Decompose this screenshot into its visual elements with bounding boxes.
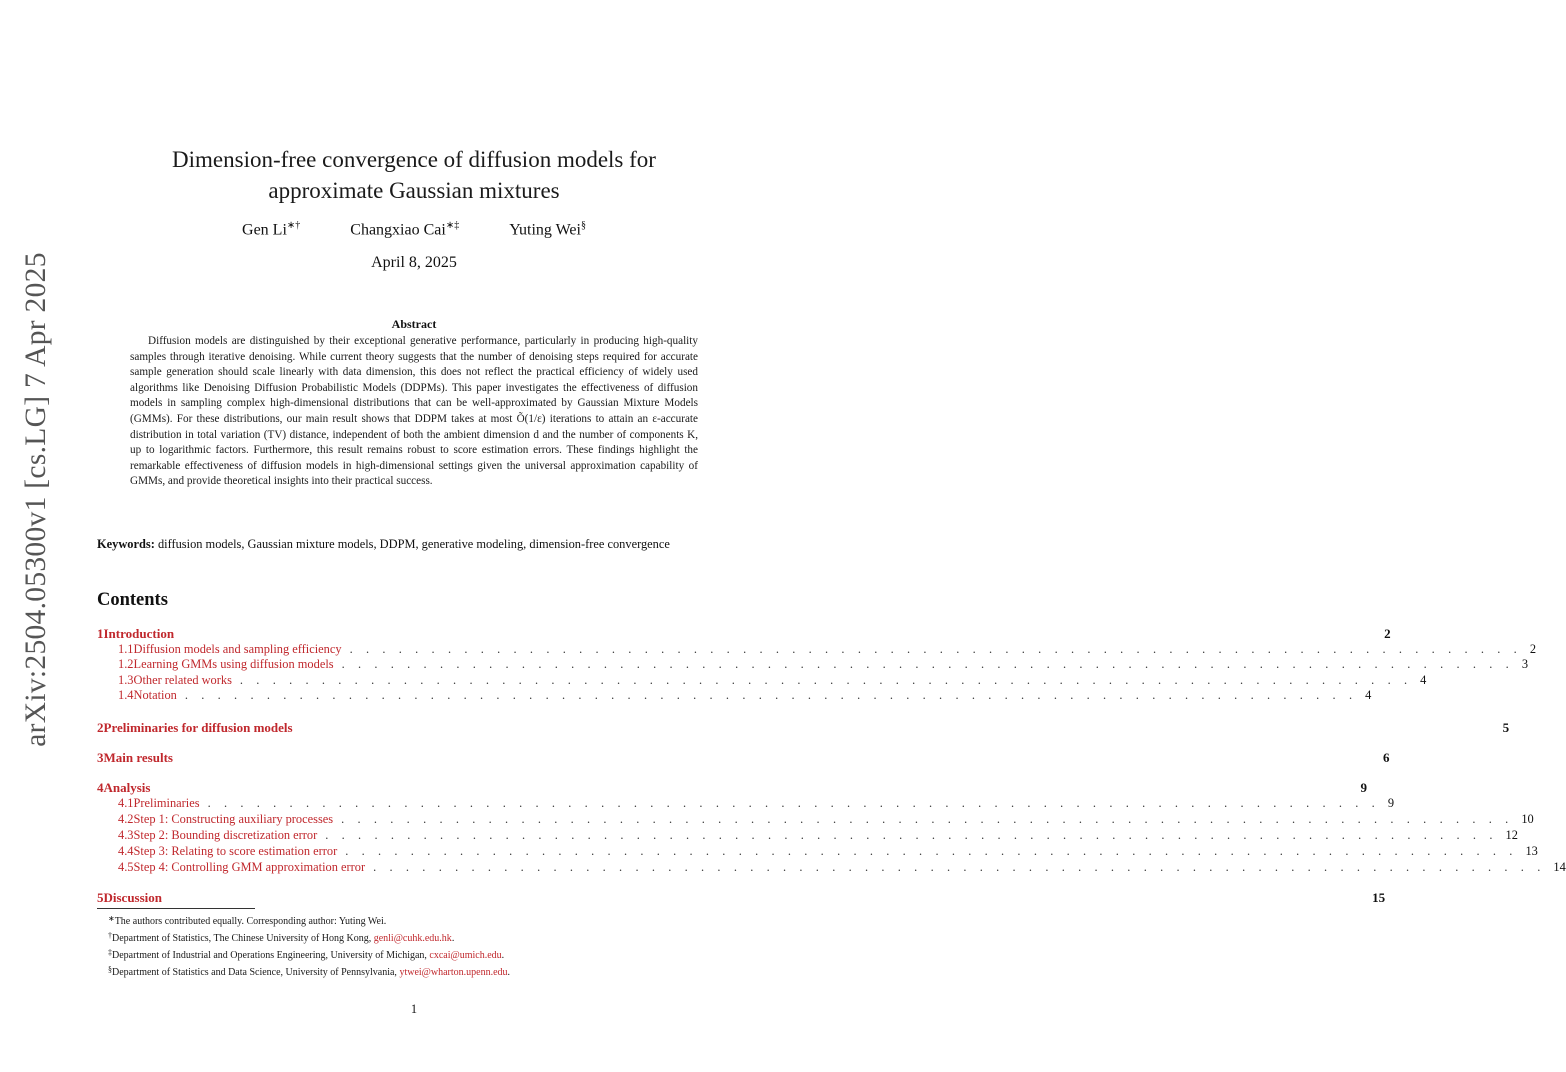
contents-heading: Contents (97, 590, 168, 610)
toc-entry-link[interactable]: Other related works (133, 673, 232, 687)
toc-dot-leader: . . . . . . . . . . . . . . . . . . . . . . . . . . . . . . . . . . . . . . . . . . . . . . . . . . . . . . . . . . . . . . . . . . . . . . . . (207, 796, 1380, 810)
toc-subsection-entry[interactable] (97, 812, 1534, 827)
title-line-2: approximate Gaussian mixtures (268, 178, 560, 203)
footnotes (108, 912, 728, 980)
footnote (108, 912, 728, 929)
footnote-tail: . (501, 950, 505, 961)
toc-entry-link[interactable]: Step 4: Controlling GMM approximation error (133, 860, 366, 874)
toc-subsection-entry[interactable] (97, 688, 1372, 703)
keywords (97, 536, 733, 553)
toc-subsection-entry[interactable] (97, 844, 1538, 859)
toc-subsection-entry[interactable] (97, 860, 1566, 875)
toc-subsection-entry[interactable] (97, 828, 1518, 843)
toc-section-entry[interactable] (97, 720, 1510, 736)
toc-entry-page[interactable]: 12 (1505, 828, 1518, 842)
footnote-tail: . (507, 967, 511, 978)
author-marks: ∗‡ (445, 220, 460, 231)
toc-entry-page[interactable]: 6 (1383, 750, 1390, 765)
toc-entry-link[interactable]: Analysis (103, 780, 151, 795)
footnote-mark: § (108, 965, 112, 974)
footnote (108, 929, 728, 946)
arxiv-stamp-text: arXiv:2504.05300v1 [cs.LG] 7 Apr 2025 (19, 251, 52, 747)
toc-entry-link[interactable]: Step 2: Bounding discretization error (133, 828, 318, 842)
toc-entry-page[interactable]: 10 (1521, 812, 1534, 826)
toc-entry-link[interactable]: Step 3: Relating to score estimation error (133, 844, 338, 858)
toc-entry-number[interactable]: 1.3 (118, 673, 134, 687)
toc-entry-page[interactable]: 13 (1525, 844, 1538, 858)
abstract-text: Diffusion models are distinguished by their exceptional generative performance, particularly in producing high-quality samples through iterative denoising. While current theory suggests that the number of denoising steps required for accurate sample generation should scale linearly with data dimension, this does not reflect the practical efficiency of widely used algorithms like Denoising Diffusion Probabilistic Models (DDPMs). This paper investigates the effectiveness of diffusion models in sampling complex high-dimensional distributions that can be well-approximated by Gaussian Mixture Models (GMMs). For these distributions, our main result shows that DDPM takes at most Õ(1/ε) iterations to attain an ε-accurate distribution in total variation (TV) distance, independent of both the ambient dimension d and the number of components K, up to logarithmic factors. Furthermore, this result remains robust to score estimation errors. These findings highlight the remarkable effectiveness of diffusion models in high-dimensional settings given the universal approximation capability of GMMs, and provide theoretical insights into their practical success. (130, 335, 698, 488)
toc-subsection-entry[interactable] (97, 673, 1427, 688)
toc-section-entry[interactable] (97, 890, 1386, 906)
author-name: Changxiao Cai (350, 221, 446, 239)
toc-entry-link[interactable]: Discussion (103, 890, 163, 905)
toc-entry-page[interactable]: 14 (1553, 860, 1566, 874)
keywords-text: diffusion models, Gaussian mixture models, DDPM, generative modeling, dimension-free convergence (157, 537, 670, 551)
toc-entry-number[interactable]: 5 (97, 890, 104, 905)
footnote-tail: . (451, 933, 455, 944)
page-number: 1 (410, 1002, 418, 1016)
toc-entry-page[interactable]: 2 (1529, 642, 1537, 656)
toc-dot-leader: . . . . . . . . . . . . . . . . . . . . . . . . . . . . . . . . . . . . . . . . . . . . . . . . . . . . . . . . . . . . . . . . . . . . . . . . (325, 828, 1498, 842)
paper-title (97, 144, 731, 206)
toc-entry-page[interactable]: 4 (1365, 688, 1372, 702)
footnote-mark: ∗ (108, 914, 115, 923)
paper-date: April 8, 2025 (371, 254, 457, 271)
toc-entry-page[interactable]: 3 (1521, 657, 1529, 671)
author-list (97, 220, 731, 239)
footnote-email-link[interactable]: ytwei@wharton.upenn.edu (399, 967, 508, 978)
toc-dot-leader: . . . . . . . . . . . . . . . . . . . . . . . . . . . . . . . . . . . . . . . . . . . . . . . . . . . . . . . . . . . . . . . . . . . . . . . . (184, 688, 1358, 702)
toc-dot-leader: . . . . . . . . . . . . . . . . . . . . . . . . . . . . . . . . . . . . . . . . . . . . . . . . . . . . . . . . . . . . . . . . . . . . . . . . (345, 844, 1518, 858)
toc-entry-link[interactable]: Preliminaries for diffusion models (103, 720, 293, 735)
toc-entry-page[interactable]: 9 (1387, 796, 1395, 810)
toc-subsection-entry[interactable] (97, 796, 1395, 811)
toc-entry-number[interactable]: 4.3 (118, 828, 134, 842)
toc-entry-page[interactable]: 2 (1384, 626, 1391, 641)
footnote-email-link[interactable]: genli@cuhk.edu.hk (373, 933, 452, 944)
toc-entry-page[interactable]: 9 (1360, 780, 1368, 795)
toc-entry-number[interactable]: 4.1 (118, 796, 134, 810)
toc-subsection-entry[interactable] (97, 657, 1529, 672)
toc-entry-number[interactable]: 4.4 (118, 844, 134, 858)
toc-entry-link[interactable]: Main results (103, 750, 173, 765)
arxiv-stamp (19, 251, 52, 747)
footnote-email-link[interactable]: cxcai@umich.edu (429, 950, 502, 961)
toc-entry-link[interactable]: Introduction (103, 626, 175, 641)
toc-entry-number[interactable]: 1 (97, 626, 104, 641)
footnote-text: Department of Industrial and Operations Engineering, University of Michigan, (112, 950, 430, 961)
footnote-mark: ‡ (108, 948, 112, 957)
toc-entry-number[interactable]: 3 (97, 750, 104, 765)
abstract-heading: Abstract (391, 317, 437, 331)
keywords-label: Keywords: (97, 537, 155, 551)
author-name: Yuting Wei (509, 221, 581, 239)
author (509, 220, 586, 239)
toc-entry-page[interactable]: 5 (1502, 720, 1510, 735)
footnote-text: Department of Statistics and Data Science, University of Pennsylvania, (112, 967, 400, 978)
toc-dot-leader: . . . . . . . . . . . . . . . . . . . . . . . . . . . . . . . . . . . . . . . . . . . . . . . . . . . . . . . . . . . . . . . . . . . . . . . . (239, 673, 1413, 687)
toc-entry-page[interactable]: 15 (1372, 890, 1386, 905)
toc-dot-leader: . . . . . . . . . . . . . . . . . . . . . . . . . . . . . . . . . . . . . . . . . . . . . . . . . . . . . . . . . . . . . . . . . . . . . . . . (373, 860, 1546, 874)
author (242, 220, 300, 239)
footnote-mark: † (108, 931, 112, 940)
toc-entry-number[interactable]: 1.2 (118, 657, 134, 671)
author-name: Gen Li (242, 221, 287, 239)
toc-section-entry[interactable] (97, 750, 1390, 766)
toc-section-entry[interactable] (97, 780, 1368, 796)
toc-entry-number[interactable]: 4 (97, 780, 104, 795)
toc-entry-link[interactable]: Step 1: Constructing auxiliary processes (133, 812, 334, 826)
toc-entry-link[interactable]: Preliminaries (133, 796, 200, 810)
footnote (108, 963, 728, 980)
footnote-text: The authors contributed equally. Corresponding author: Yuting Wei. (114, 916, 387, 927)
toc-entry-number[interactable]: 1.1 (118, 642, 134, 656)
toc-entry-link[interactable]: Learning GMMs using diffusion models (133, 657, 334, 671)
title-line-1: Dimension-free convergence of diffusion models for (172, 147, 656, 172)
toc-entry-number[interactable]: 1.4 (118, 688, 134, 702)
toc-entry-page[interactable]: 4 (1420, 673, 1427, 687)
author (350, 220, 459, 239)
toc-dot-leader: . . . . . . . . . . . . . . . . . . . . . . . . . . . . . . . . . . . . . . . . . . . . . . . . . . . . . . . . . . . . . . . . . . . . . . . . (341, 657, 1514, 671)
toc-entry-link[interactable]: Notation (133, 688, 177, 702)
toc-entry-link[interactable]: Diffusion models and sampling efficiency (133, 642, 342, 656)
footnote (108, 946, 728, 963)
toc-entry-number[interactable]: 4.2 (118, 812, 134, 826)
toc-entry-number[interactable]: 4.5 (118, 860, 134, 874)
toc-section-entry[interactable] (97, 626, 1391, 642)
toc-dot-leader: . . . . . . . . . . . . . . . . . . . . . . . . . . . . . . . . . . . . . . . . . . . . . . . . . . . . . . . . . . . . . . . . . . . . . . . . (349, 642, 1522, 656)
footnote-rule (97, 908, 255, 909)
author-marks: § (580, 220, 586, 231)
author-marks: ∗† (286, 220, 301, 231)
toc-entry-number[interactable]: 2 (97, 720, 104, 735)
footnote-text: Department of Statistics, The Chinese University of Hong Kong, (112, 933, 374, 944)
toc-subsection-entry[interactable] (97, 642, 1537, 657)
toc-dot-leader: . . . . . . . . . . . . . . . . . . . . . . . . . . . . . . . . . . . . . . . . . . . . . . . . . . . . . . . . . . . . . . . . . . . . . . . . (341, 812, 1514, 826)
